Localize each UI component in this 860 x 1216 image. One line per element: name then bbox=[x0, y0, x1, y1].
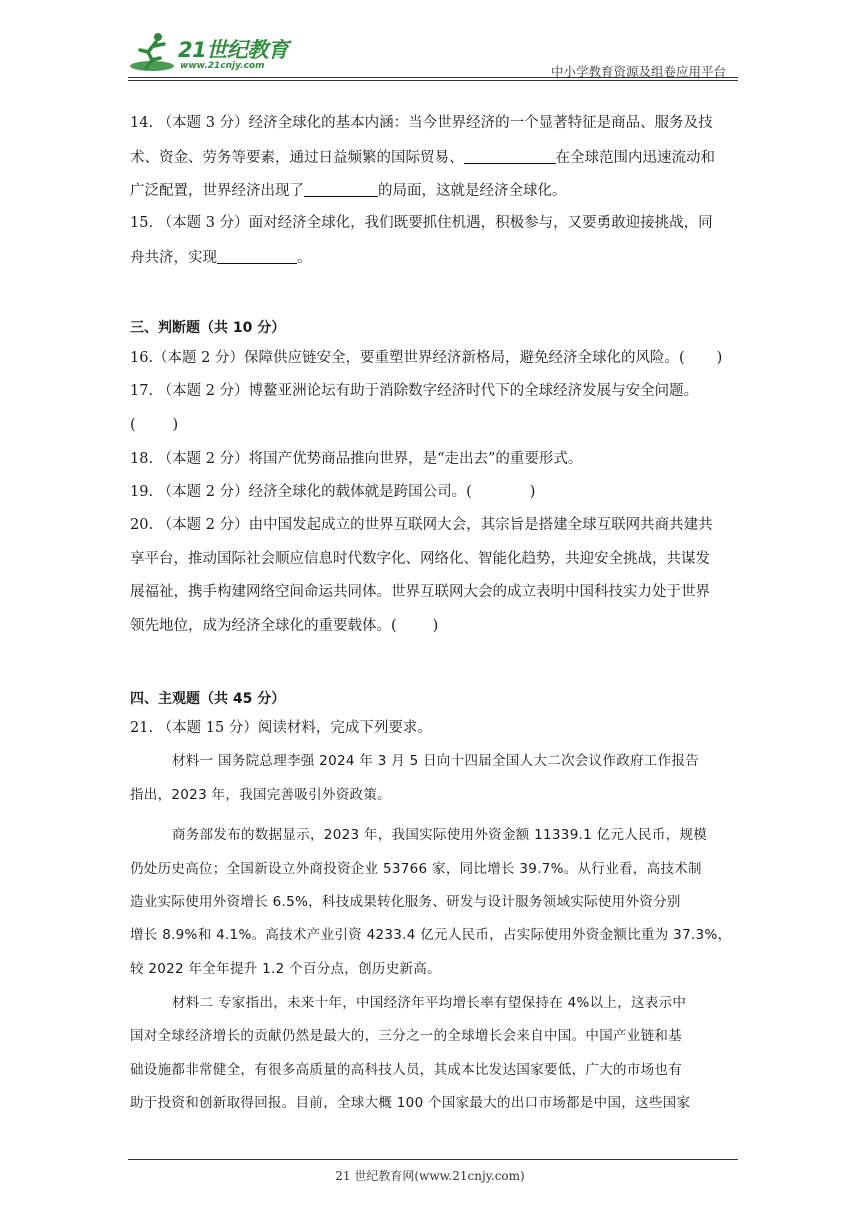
platform-title: 中小学教育资源及组卷应用平台 bbox=[550, 64, 726, 79]
material-2-line-1: 材料二 专家指出，未来十年，中国经济年平均增长率有望保持在 4%以上，这表示中 bbox=[172, 995, 687, 1011]
material-2-line-3: 础设施都非常健全，有很多高质量的高科技人员，其成本比发达国家要低，广大的市场也有 bbox=[130, 1062, 682, 1078]
question-17-answer-bracket[interactable]: ( ) bbox=[130, 417, 179, 433]
answer-blank[interactable] bbox=[464, 149, 556, 164]
question-20-line-3: 展福祉，携手构建网络空间命运共同体。世界互联网大会的成立表明中国科技实力处于世界 bbox=[130, 584, 710, 600]
question-14-text: 在全球范围内迅速流动和 bbox=[555, 150, 715, 166]
question-14-line-1: 14. （本题 3 分）经济全球化的基本内涵：当今世界经济的一个显著特征是商品、服务及技 bbox=[130, 115, 713, 131]
runner-logo-icon bbox=[128, 30, 176, 76]
material-1-line-1: 材料一 国务院总理李强 2024 年 3 月 5 日向十四届全国人大二次会议作政府工作报告 bbox=[172, 753, 700, 769]
page-footer: 21 世纪教育网(www.21cnjy.com) bbox=[335, 1169, 525, 1183]
material-1-para-2-line-3: 造业实际使用外资增长 6.5%，科技成果转化服务、研发与设计服务领域实际使用外资分别 bbox=[130, 894, 681, 910]
question-14-text: 广泛配置，世界经济出现了 bbox=[130, 183, 304, 199]
material-1-para-2-line-2: 仍处历史高位；全国新设立外商投资企业 53766 家，同比增长 39.7%。从行业看，高技术制 bbox=[130, 861, 702, 877]
question-15-text: 。 bbox=[297, 250, 312, 266]
question-21-intro: 21. （本题 15 分）阅读材料，完成下列要求。 bbox=[130, 720, 432, 736]
material-1-para-2-line-4: 增长 8.9%和 4.1%。高技术产业引资 4233.4 亿元人民币，占实际使用外资金额比重为 37.3%， bbox=[130, 927, 732, 943]
material-1-para-2-line-5: 较 2022 年全年提升 1.2 个百分点，创历史新高。 bbox=[130, 961, 441, 977]
question-14-text: 术、资金、劳务等要素，通过日益频繁的国际贸易、 bbox=[130, 150, 464, 166]
question-20-line-2: 享平台，推动国际社会顺应信息时代数字化、网络化、智能化趋势，共迎安全挑战，共谋发 bbox=[130, 551, 710, 567]
question-16-text: 16.（本题 2 分）保障供应链安全，要重塑世界经济新格局，避免经济全球化的风险。( bbox=[130, 350, 685, 366]
material-2-line-2: 国对全球经济增长的贡献仍然是最大的，三分之一的全球增长会来自中国。中国产业链和基 bbox=[130, 1028, 682, 1044]
question-18: 18. （本题 2 分）将国产优势商品推向世界，是“走出去”的重要形式。 bbox=[130, 451, 583, 467]
question-15-line-1: 15. （本题 3 分）面对经济全球化，我们既要抓住机遇，积极参与，又要勇敢迎接挑战，同 bbox=[130, 215, 713, 231]
question-19-text: 19. （本题 2 分）经济全球化的载体就是跨国公司。( bbox=[130, 484, 472, 500]
bracket-close: ) bbox=[432, 618, 439, 634]
logo-url: www.21cnjy.com bbox=[180, 61, 265, 71]
material-1-line-2: 指出，2023 年，我国完善吸引外资政策。 bbox=[130, 787, 391, 803]
page-header bbox=[128, 30, 738, 80]
header-divider bbox=[128, 77, 738, 78]
question-20-line-4 bbox=[130, 619, 438, 634]
material-2-line-4: 助于投资和创新取得回报。目前，全球大概 100 个国家最大的出口市场都是中国，这些国家 bbox=[130, 1095, 691, 1111]
logo-text: 21世纪教育 bbox=[178, 38, 289, 62]
question-20-line-1: 20. （本题 2 分）由中国发起成立的世界互联网大会，其宗旨是搭建全球互联网共商共建共 bbox=[130, 517, 713, 533]
answer-blank[interactable] bbox=[217, 249, 297, 264]
bracket-close: ) bbox=[716, 350, 723, 366]
header-divider-secondary bbox=[128, 80, 738, 81]
answer-blank[interactable] bbox=[304, 182, 378, 197]
question-15-text: 舟共济，实现 bbox=[130, 250, 217, 266]
question-19 bbox=[130, 485, 535, 500]
question-20-text: 领先地位，成为经济全球化的重要载体。( bbox=[130, 618, 397, 634]
bracket-close: ) bbox=[529, 484, 536, 500]
section-heading-subjective: 四、主观题（共 45 分） bbox=[130, 691, 286, 707]
material-1-para-2-line-1: 商务部发布的数据显示，2023 年，我国实际使用外资金额 11339.1 亿元人民币，规模 bbox=[172, 827, 708, 843]
question-16 bbox=[130, 351, 722, 366]
question-14-text: 的局面，这就是经济全球化。 bbox=[378, 183, 567, 199]
section-heading-true-false: 三、判断题（共 10 分） bbox=[130, 320, 286, 336]
footer-divider bbox=[128, 1159, 738, 1160]
question-14-line-2 bbox=[130, 149, 715, 166]
question-15-line-2 bbox=[130, 249, 312, 266]
question-17-line-1: 17. （本题 2 分）博鳌亚洲论坛有助于消除数字经济时代下的全球经济发展与安全问题。 bbox=[130, 383, 699, 399]
site-logo bbox=[128, 30, 298, 76]
question-14-line-3 bbox=[130, 182, 567, 199]
